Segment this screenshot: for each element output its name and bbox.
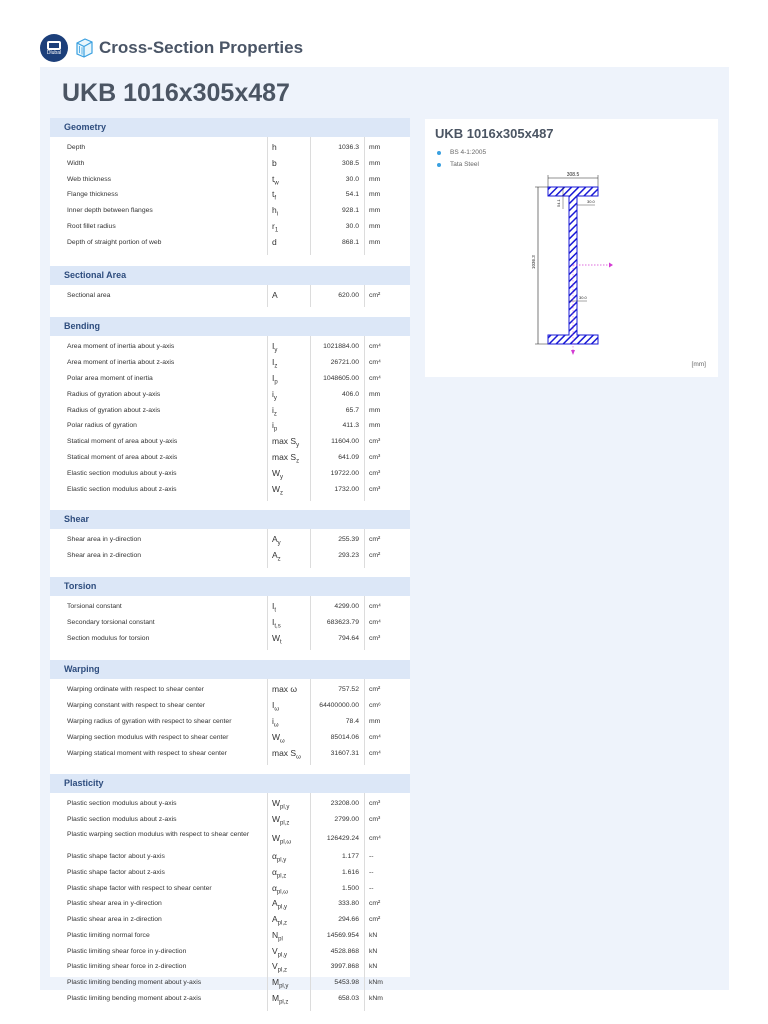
symbol-subscript: pl,y <box>280 805 290 811</box>
section-geometry <box>50 118 410 255</box>
symbol-main: I <box>272 616 275 627</box>
dim-height-label: 1036.3 <box>531 255 536 269</box>
symbol-subscript: y <box>280 474 284 481</box>
property-value: 294.66 <box>338 916 359 924</box>
property-value: 1036.3 <box>338 144 359 151</box>
property-description: Plastic limiting normal force <box>67 931 150 939</box>
symbol-subscript: p <box>274 379 278 386</box>
symbol-subscript: p <box>273 427 278 434</box>
table-row <box>50 548 410 564</box>
property-value: 794.64 <box>338 634 359 642</box>
property-value: 641.09 <box>338 453 359 461</box>
property-value: 293.23 <box>338 552 359 560</box>
property-description: Flange thickness <box>67 191 119 199</box>
property-description: Plastic limiting bending moment about z-axis <box>67 995 202 1003</box>
property-symbol <box>272 288 278 304</box>
symbol-main: N <box>272 929 279 940</box>
cross-section-drawing <box>525 169 620 359</box>
property-unit: kN <box>369 931 378 939</box>
property-symbol <box>272 235 277 251</box>
property-description: Polar radius of gyration <box>67 422 137 430</box>
property-description: Warping ordinate with respect to shear center <box>67 686 204 694</box>
table-row <box>50 355 410 371</box>
cube-icon <box>74 37 94 59</box>
table-row <box>50 599 410 615</box>
symbol-subscript: pl,z <box>276 873 287 880</box>
property-description: Warping radius of gyration with respect to shear center <box>67 717 232 725</box>
symbol-main: A <box>272 534 278 545</box>
symbol-main: A <box>272 550 278 561</box>
table-row <box>50 631 410 647</box>
info-list <box>437 147 486 170</box>
property-description: Plastic shape factor about y-axis <box>67 852 165 860</box>
table-row <box>50 203 410 219</box>
symbol-subscript: pl,ω <box>276 889 288 896</box>
symbol-subscript: pl,ω <box>280 839 292 846</box>
symbol-main: d <box>272 236 277 247</box>
table-row <box>50 944 410 960</box>
dim-width-label: 308.5 <box>566 172 580 178</box>
property-value: 868.1 <box>341 238 359 246</box>
table-row <box>50 746 410 762</box>
symbol-subscript: y <box>274 348 278 355</box>
property-value: 14569.954 <box>326 931 359 939</box>
property-value: 19722.00 <box>330 469 359 477</box>
table-row <box>50 796 410 812</box>
property-description: Web thickness <box>67 175 112 183</box>
symbol-main: W <box>272 483 281 494</box>
property-unit: cm⁴ <box>369 749 381 757</box>
symbol-main: W <box>272 832 281 843</box>
symbol-subscript: f <box>274 196 277 203</box>
symbol-main: t <box>272 189 275 200</box>
property-value: 54.1 <box>345 191 359 199</box>
property-value: 23208.00 <box>330 800 359 808</box>
symbol-subscript: z <box>296 458 300 465</box>
symbol-subscript: t <box>280 639 282 646</box>
symbol-subscript: pl,z <box>280 820 290 827</box>
table-row <box>50 219 410 235</box>
section-plasticity <box>50 774 410 1011</box>
property-unit: cm² <box>369 916 381 924</box>
property-description: Depth <box>67 144 86 151</box>
table-row <box>50 418 410 434</box>
property-unit: mm <box>369 222 381 230</box>
properties-table <box>50 118 410 1006</box>
property-value: 1732.00 <box>334 485 359 493</box>
table-row <box>50 288 410 304</box>
symbol-main: I <box>272 700 275 711</box>
property-unit: cm² <box>369 536 381 544</box>
property-description: Elastic section modulus about y-axis <box>67 469 177 477</box>
symbol-subscript: 1 <box>274 227 279 234</box>
symbol-main: α <box>272 882 277 893</box>
table-row <box>50 828 410 849</box>
property-symbol <box>272 682 297 698</box>
symbol-main: I <box>272 357 275 368</box>
property-unit: -- <box>369 852 374 860</box>
property-description: Statical moment of area about z-axis <box>67 453 178 461</box>
property-unit: cm⁴ <box>369 374 381 382</box>
table-row <box>50 172 410 188</box>
property-value: 64400000.00 <box>319 702 359 710</box>
symbol-subscript: t <box>274 607 277 614</box>
symbol-main: A <box>272 289 278 300</box>
property-symbol <box>272 548 281 568</box>
property-unit: mm <box>369 406 381 414</box>
property-value: 658.03 <box>338 995 359 1003</box>
property-unit: cm³ <box>369 816 381 824</box>
table-row <box>50 371 410 387</box>
property-unit: cm⁴ <box>369 602 381 610</box>
property-unit: kNm <box>369 995 383 1003</box>
property-description: Shear area in y-direction <box>67 536 142 544</box>
symbol-main: W <box>272 814 281 825</box>
property-value: 31607.31 <box>330 749 359 757</box>
table-row <box>50 865 410 881</box>
property-description: Root fillet radius <box>67 222 116 230</box>
property-unit: cm³ <box>369 634 381 642</box>
property-description: Area moment of inertia about y-axis <box>67 343 175 351</box>
table-row <box>50 387 410 403</box>
property-unit: cm⁴ <box>369 834 381 842</box>
symbol-subscript: pl,y <box>276 857 287 864</box>
symbol-subscript: w <box>274 180 279 187</box>
property-description: Width <box>67 159 85 167</box>
section-info-card <box>425 119 718 377</box>
dlubal-logo: Dlubal <box>40 34 68 62</box>
symbol-main: I <box>272 372 275 383</box>
property-value: 78.4 <box>345 717 359 725</box>
table-row <box>50 532 410 548</box>
property-unit: mm <box>369 175 381 183</box>
property-unit: cm⁴ <box>369 359 381 367</box>
property-unit: mm <box>369 238 381 246</box>
info-item-standard: BS 4-1:2005 <box>437 147 486 159</box>
property-unit: cm³ <box>369 453 381 461</box>
property-value: 683623.79 <box>326 618 359 626</box>
property-description: Plastic shear area in z-direction <box>67 916 162 924</box>
table-row <box>50 849 410 865</box>
table-row <box>50 235 410 251</box>
property-description: Plastic limiting bending moment about y-axis <box>67 979 202 987</box>
app-title: Cross-Section Properties <box>99 38 304 57</box>
property-description: Warping section modulus with respect to shear center <box>67 733 229 741</box>
symbol-main: r <box>272 220 275 231</box>
property-value: 126429.24 <box>326 834 359 842</box>
symbol-main: W <box>272 467 281 478</box>
property-unit: -- <box>369 884 374 892</box>
property-unit: kN <box>369 963 378 971</box>
property-description: Plastic shear area in y-direction <box>67 900 162 908</box>
property-value: 757.52 <box>338 686 359 694</box>
section-header: Plasticity <box>50 774 410 793</box>
unit-note: [mm] <box>691 361 706 368</box>
property-description: Secondary torsional constant <box>67 618 155 626</box>
table-row <box>50 896 410 912</box>
property-description: Radius of gyration about z-axis <box>67 406 161 414</box>
property-value: 2799.00 <box>334 816 359 824</box>
property-value: 11604.00 <box>331 438 359 446</box>
table-row <box>50 714 410 730</box>
table-row <box>50 928 410 944</box>
property-unit: cm³ <box>369 800 381 808</box>
property-unit: mm <box>369 144 381 151</box>
table-row <box>50 959 410 975</box>
symbol-subscript: pl,y <box>277 952 288 959</box>
page-title: UKB 1016x305x487 <box>62 79 290 107</box>
symbol-main: h <box>272 142 277 152</box>
property-description: Sectional area <box>67 291 111 299</box>
table-row <box>50 339 410 355</box>
property-unit: mm <box>369 390 381 398</box>
section-header: Bending <box>50 317 410 336</box>
property-unit: kNm <box>369 979 383 987</box>
property-value: 1021884.00 <box>323 343 359 351</box>
symbol-subscript: z <box>277 556 281 563</box>
property-symbol <box>272 631 282 651</box>
symbol-main: I <box>272 600 275 611</box>
table-row <box>50 975 410 991</box>
table-row <box>50 682 410 698</box>
property-description: Depth of straight portion of web <box>67 238 162 246</box>
info-item-manufacturer: Tata Steel <box>437 159 486 171</box>
property-description: Plastic limiting shear force in z-direction <box>67 963 187 971</box>
section-header: Geometry <box>50 118 410 137</box>
section-torsion <box>50 577 410 650</box>
symbol-main: M <box>272 993 280 1004</box>
symbol-main: b <box>272 157 277 168</box>
symbol-subscript: ω <box>296 754 301 761</box>
property-description: Elastic section modulus about z-axis <box>67 485 177 493</box>
property-unit: cm⁴ <box>369 343 381 351</box>
property-description: Plastic section modulus about z-axis <box>67 816 177 824</box>
property-unit: mm <box>369 191 381 199</box>
dim-flange-label: 54.1 <box>556 199 561 207</box>
property-unit: cm² <box>369 686 381 694</box>
property-value: 30.0 <box>345 222 359 230</box>
symbol-main: A <box>272 914 278 925</box>
app-header <box>40 33 303 63</box>
property-symbol <box>272 156 277 172</box>
symbol-main: α <box>272 866 277 877</box>
section-warping <box>50 660 410 765</box>
property-unit: cm³ <box>369 485 381 493</box>
property-description: Inner depth between flanges <box>67 207 153 215</box>
property-value: 30.0 <box>345 175 359 183</box>
symbol-subscript: z <box>280 490 284 497</box>
symbol-subscript: y <box>296 442 300 449</box>
symbol-main: max ω <box>272 684 298 695</box>
table-row <box>50 912 410 928</box>
table-row <box>50 140 410 156</box>
symbol-main: max S <box>272 436 297 447</box>
property-description: Plastic shape factor about z-axis <box>67 868 165 876</box>
property-description: Radius of gyration about y-axis <box>67 390 161 398</box>
symbol-subscript: y <box>277 541 281 548</box>
symbol-main: i <box>272 420 274 431</box>
property-unit: mm <box>369 717 381 725</box>
property-description: Plastic warping section modulus with respect to shear center <box>67 830 250 838</box>
section-header: Warping <box>50 660 410 679</box>
info-title: UKB 1016x305x487 <box>435 126 554 141</box>
symbol-subscript: ω <box>280 738 285 745</box>
symbol-main: t <box>272 173 275 184</box>
property-description: Warping constant with respect to shear center <box>67 702 206 710</box>
table-row <box>50 615 410 631</box>
table-row <box>50 991 410 1007</box>
property-value: 3997.868 <box>330 963 359 971</box>
property-value: 1.177 <box>341 852 359 860</box>
symbol-subscript: pl,y <box>279 983 289 990</box>
symbol-subscript: t,s <box>274 623 281 630</box>
property-description: Section modulus for torsion <box>67 634 150 642</box>
property-unit: cm⁶ <box>369 702 381 710</box>
table-row <box>50 698 410 714</box>
property-value: 928.1 <box>341 207 359 215</box>
property-description: Plastic section modulus about y-axis <box>67 800 177 808</box>
property-symbol <box>272 482 283 502</box>
table-row <box>50 482 410 498</box>
symbol-subscript: i <box>276 211 279 218</box>
property-description: Shear area in z-direction <box>67 552 142 560</box>
symbol-main: i <box>272 715 274 726</box>
property-unit: cm² <box>369 291 381 299</box>
property-unit: cm² <box>369 900 381 908</box>
symbol-main: I <box>272 341 275 352</box>
property-description: Torsional constant <box>67 602 122 610</box>
symbol-subscript: pl,y <box>277 904 288 911</box>
property-unit: cm² <box>369 552 381 560</box>
symbol-subscript: y <box>273 395 277 402</box>
table-row <box>50 450 410 466</box>
symbol-main: i <box>272 388 274 399</box>
symbol-main: max S <box>272 747 297 758</box>
table-row <box>50 434 410 450</box>
symbol-main: α <box>272 850 277 861</box>
property-description: Area moment of inertia about z-axis <box>67 359 175 367</box>
symbol-subscript: z <box>273 411 277 418</box>
section-header: Shear <box>50 510 410 529</box>
property-unit: cm³ <box>369 469 381 477</box>
symbol-main: i <box>272 404 274 415</box>
section-sectional-area <box>50 266 410 308</box>
symbol-main: W <box>272 731 281 742</box>
property-value: 411.3 <box>342 422 359 430</box>
property-unit: -- <box>369 868 374 876</box>
property-value: 308.5 <box>341 159 359 167</box>
property-value: 26721.00 <box>330 359 359 367</box>
symbol-main: V <box>272 961 278 972</box>
symbol-main: A <box>272 898 278 909</box>
dim-root-label: 30.0 <box>579 295 587 300</box>
property-description: Polar area moment of inertia <box>67 374 153 382</box>
table-row <box>50 812 410 828</box>
property-description: Plastic limiting shear force in y-direction <box>67 947 187 955</box>
property-description: Plastic shape factor with respect to shear center <box>67 884 212 892</box>
property-value: 620.00 <box>338 291 359 299</box>
table-row <box>50 403 410 419</box>
symbol-subscript: ω <box>273 722 279 729</box>
property-value: 4528.868 <box>330 947 359 955</box>
property-unit: mm <box>369 422 381 430</box>
property-unit: cm³ <box>369 438 381 446</box>
symbol-main: V <box>272 945 278 956</box>
property-value: 4299.00 <box>334 602 359 610</box>
table-row <box>50 466 410 482</box>
symbol-main: W <box>272 632 281 643</box>
property-value: 255.39 <box>338 536 359 544</box>
table-row <box>50 730 410 746</box>
symbol-subscript: pl,z <box>279 999 289 1006</box>
property-value: 1.500 <box>341 884 359 892</box>
property-value: 85014.06 <box>330 733 359 741</box>
property-description: Warping statical moment with respect to shear center <box>67 749 227 757</box>
table-row <box>50 156 410 172</box>
property-unit: mm <box>369 159 381 167</box>
property-unit: cm⁴ <box>369 733 381 741</box>
symbol-main: M <box>272 977 280 988</box>
property-unit: cm⁴ <box>369 618 381 626</box>
symbol-subscript: pl,z <box>277 968 288 975</box>
property-symbol <box>272 991 288 1011</box>
symbol-main: h <box>272 205 277 216</box>
property-unit: kN <box>369 947 378 955</box>
section-header: Torsion <box>50 577 410 596</box>
symbol-subscript: pl <box>278 936 283 943</box>
property-value: 5453.98 <box>334 979 359 987</box>
section-header: Sectional Area <box>50 266 410 285</box>
table-row <box>50 187 410 203</box>
symbol-subscript: z <box>274 363 278 370</box>
property-symbol <box>272 746 301 766</box>
property-symbol <box>272 140 277 156</box>
section-shear <box>50 510 410 568</box>
dim-web-label: 30.0 <box>587 199 595 204</box>
symbol-subscript: ω <box>274 706 280 713</box>
table-row <box>50 881 410 897</box>
property-unit: mm <box>369 207 381 215</box>
symbol-subscript: pl,z <box>277 920 288 927</box>
symbol-main: max S <box>272 451 297 462</box>
symbol-main: W <box>272 798 281 809</box>
property-value: 1.616 <box>341 868 359 876</box>
property-value: 1048605.00 <box>323 374 359 382</box>
property-value: 65.7 <box>345 406 359 414</box>
section-bending <box>50 317 410 501</box>
property-value: 333.80 <box>338 900 359 908</box>
property-value: 406.0 <box>341 390 359 398</box>
property-description: Statical moment of area about y-axis <box>67 438 178 446</box>
